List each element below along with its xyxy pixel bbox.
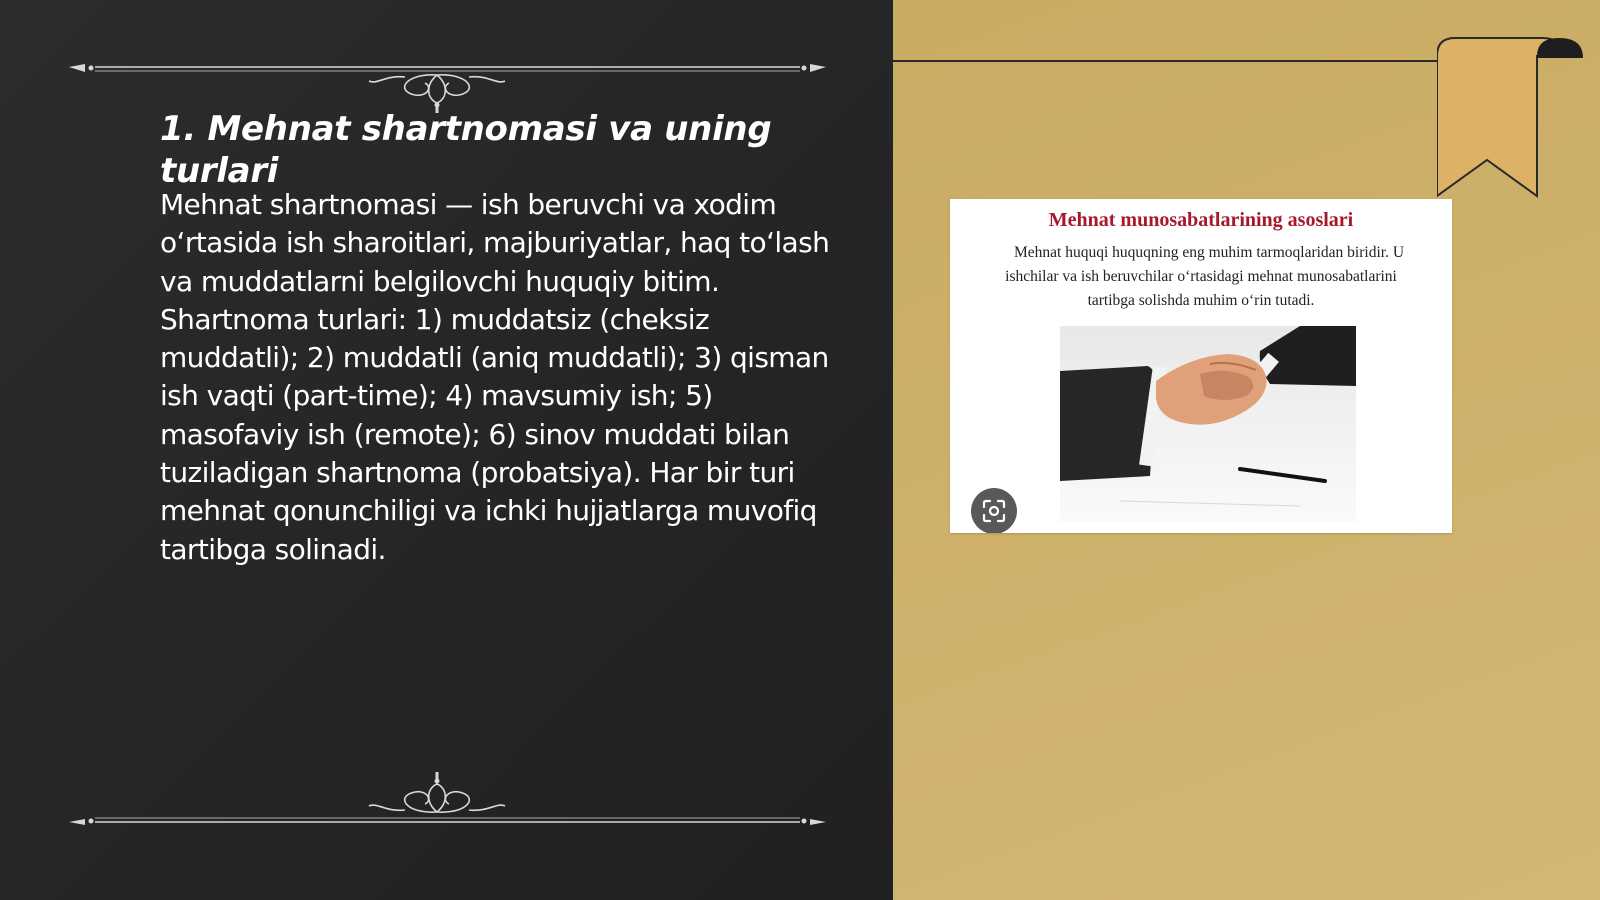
image-panel [893,0,1600,900]
slide-title: 1. Mehnat shartnomasi va uning turlari [160,109,772,191]
card-heading: Mehnat munosabatlarining asoslari [1048,209,1354,231]
slide-body-text: Mehnat shartnomasi — ish beruvchi va xodim o‘rtasida ish sharoitlari, majburiyatlar, haq to‘lash va muddatlarni belgilovchi huquqiy bitim. Shartnoma turlari: 1) muddatsiz (cheksiz muddatli); 2) muddatli (aniq muddatli); 3) qisman ish vaqti (part-time); 4) mavsumiy ish; 5) masofaviy ish (remote); 6) sinov muddati bilan tuziladigan shartnoma (probatsiya). Har bir turi mehnat qonunchiligi va ichki hujjatlarga muvofiq tartibga solinadi. [160,188,830,566]
ornament-divider-bottom [65,768,830,828]
visual-search-icon [981,498,1007,524]
visual-search-button[interactable] [971,488,1017,533]
header-rule [893,60,1453,62]
bookmark-ribbon-icon [1437,36,1600,200]
infographic-card [950,199,1452,533]
handshake-photo [1060,326,1356,522]
card-text: Mehnat huquqi huquqning eng muhim tarmoqlaridan biridir. U ishchilar va ish beruvchilar o‘rtasidagi mehnat munosabatlarini tartibga solishda muhim o‘rin tutadi. [1005,244,1405,309]
ornament-divider-top [65,55,830,115]
